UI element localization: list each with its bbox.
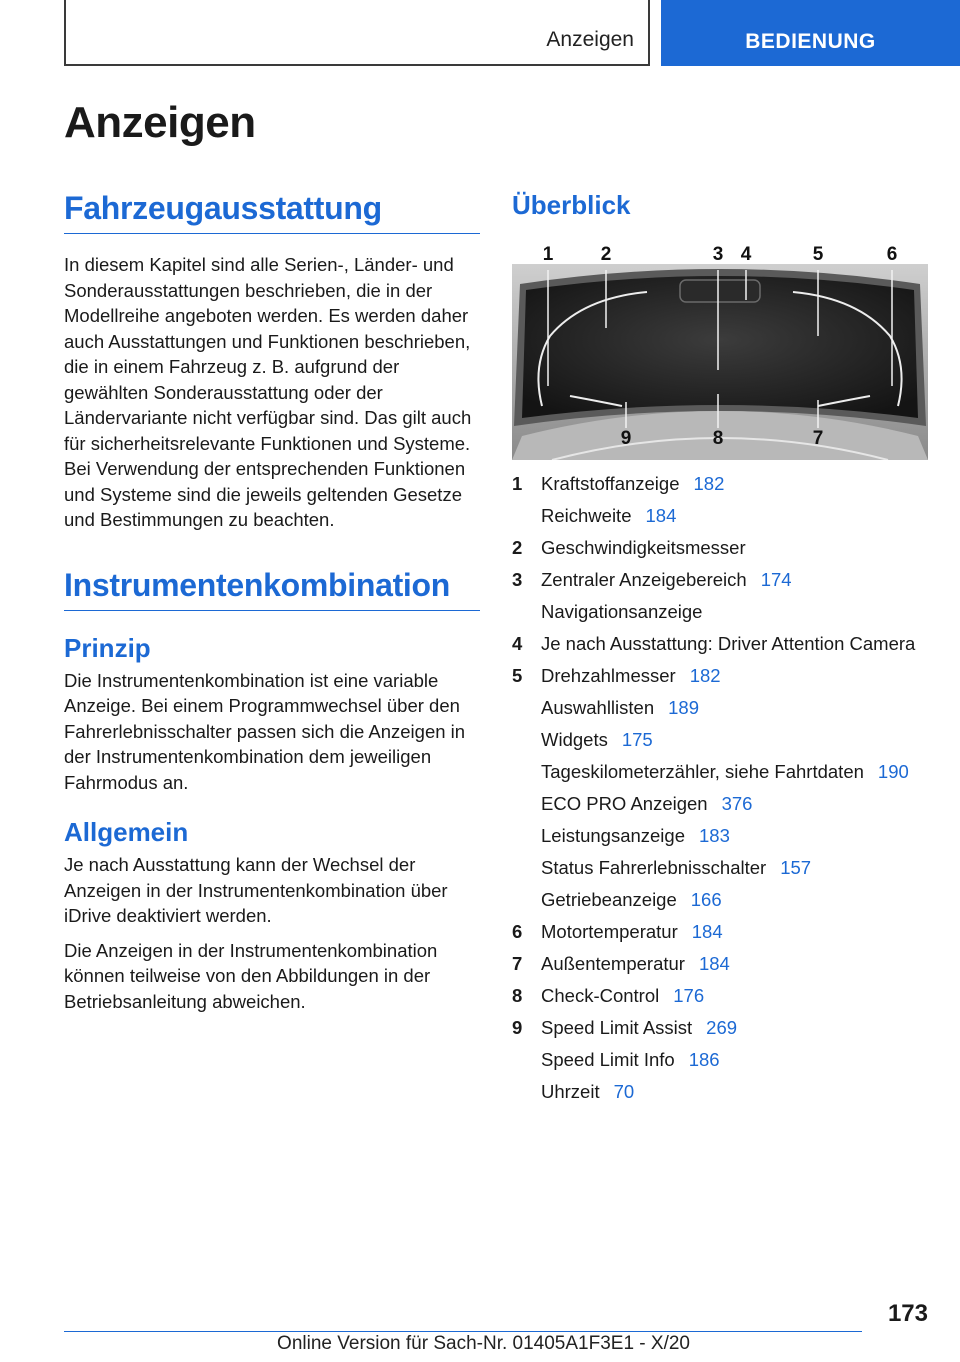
heading-ueberblick: Überblick [512,190,631,220]
page-reference-link[interactable]: 376 [721,793,753,814]
legend-item [512,664,928,688]
legend-item [512,632,928,656]
legend-item-text: Speed Limit Assist [541,1017,693,1038]
figure-label-3: 3 [712,244,724,265]
legend-item [512,792,928,816]
figure-label-7: 7 [812,428,824,449]
legend-item-text: Getriebeanzeige [541,889,677,910]
legend-item-text: Geschwindigkeitsmesser [541,537,746,558]
page-reference-link[interactable]: 175 [621,729,653,750]
legend-item-number: 6 [512,921,523,942]
page-reference-link[interactable]: 269 [706,1017,738,1038]
right-column [512,190,928,221]
legend-item-number [512,824,541,848]
legend-item [512,888,928,912]
page-reference-link[interactable]: 176 [673,985,705,1006]
instrument-cluster-figure [512,246,928,460]
legend-item-number: 3 [512,569,523,590]
legend-item [512,952,928,976]
legend-item-number [512,504,541,528]
legend-item [512,536,928,560]
legend-item [512,728,928,752]
figure-label-9: 9 [620,428,632,449]
legend-item-number [512,760,541,784]
legend-item-text: Status Fahrerlebnisschalter [541,857,767,878]
page-reference-link[interactable]: 184 [698,953,730,974]
page-reference-link[interactable]: 184 [691,921,723,942]
paragraph-fahrzeugausstattung: In diesem Kapitel sind alle Serien-, Länder- und Sonderausstattungen beschrieben, die in der Modellreihe angeboten werden. Es werden daher auch Ausstattungen und Funktionen beschrieben, die in einem Fahrzeug z. B. aufgrund der gewählten Sonderausstattung oder der Ländervariante nicht verfügbar sind. Das gilt auch für sicherheitsrelevante Funktionen und Systeme. Bei Verwendung der entsprechenden Funktionen und Systeme sind die jeweils geltenden Gesetze und Bestimmungen zu beachten. [64,254,472,530]
legend-item-number [512,696,541,720]
figure-label-5: 5 [812,244,824,265]
legend-item [512,856,928,880]
figure-legend-list [512,472,928,1112]
legend-item [512,504,928,528]
legend-item-text: Je nach Ausstattung: Driver Attention Camera [541,633,916,654]
heading-instrumentenkombination: Instrumentenkombination [64,567,480,611]
legend-item-number [512,888,541,912]
legend-item [512,568,928,592]
paragraph-allgemein-2: Die Anzeigen in der Instrumentenkombination können teilweise von den Abbildungen in der Betriebsanleitung abweichen. [64,939,438,1012]
footer-divider [64,1331,862,1332]
legend-item-number: 2 [512,537,523,558]
header-section-box [64,0,650,66]
legend-item-text: Motortemperatur [541,921,678,942]
page-reference-link[interactable]: 70 [613,1081,635,1102]
legend-item-text: Check-Control [541,985,660,1006]
legend-item-number: 1 [512,473,523,494]
legend-item-text: Uhrzeit [541,1081,600,1102]
page-reference-link[interactable]: 183 [699,825,730,846]
page-number: 173 [887,1300,928,1327]
legend-item-number: 9 [512,1017,523,1038]
legend-item-text: Widgets [541,729,608,750]
legend-item-text: Außentemperatur [541,953,685,974]
heading-allgemein: Allgemein [64,817,189,847]
legend-item [512,600,928,624]
legend-item-text: Navigationsanzeige [541,601,703,622]
figure-label-1: 1 [542,244,554,265]
page-reference-link[interactable]: 174 [760,569,792,590]
footer-online-version: Online Version für Sach-Nr. 01405A1F3E1 - X/20 [277,1333,690,1354]
legend-item-number [512,1048,541,1072]
heading-fahrzeugausstattung: Fahrzeugausstattung [64,190,480,234]
legend-item-number [512,792,541,816]
legend-item [512,760,928,784]
legend-item [512,1016,928,1040]
legend-item-text: Leistungsanzeige [541,825,685,846]
legend-item-number [512,728,541,752]
heading-prinzip: Prinzip [64,632,151,663]
legend-item-text: Auswahllisten [541,697,655,718]
page-reference-link[interactable]: 184 [645,505,677,526]
paragraph-prinzip: Die Instrumentenkombination ist eine variable Anzeige. Bei einem Programmwechsel über den Fahrerlebnisschalter passen sich die Anzeigen in der Instrumentenkombination dem jeweiligen Fahrmodus an. [64,669,466,793]
legend-item-text: Reichweite [541,505,632,526]
left-column [64,190,480,1014]
page-reference-link[interactable]: 157 [780,857,812,878]
legend-item-text: Speed Limit Info [541,1049,675,1070]
legend-item-text: Tageskilometerzähler, siehe Fahrtdaten [541,761,864,782]
legend-item-number: 8 [512,985,523,1006]
legend-item-number [512,600,541,624]
legend-item-number: 5 [512,665,523,686]
legend-item-number: 7 [512,953,523,974]
legend-item-text: Kraftstoffanzeige [541,473,680,494]
legend-item-number [512,1080,541,1104]
figure-label-6: 6 [886,244,898,265]
page-reference-link[interactable]: 182 [693,473,725,494]
page-title: Anzeigen [64,98,256,147]
legend-item [512,824,928,848]
paragraph-allgemein-1: Je nach Ausstattung kann der Wechsel der Anzeigen in der Instrumentenkombination über iDrive deaktiviert werden. [64,854,448,926]
legend-item-text: ECO PRO Anzeigen [541,793,708,814]
legend-item-text: Drehzahlmesser [541,665,676,686]
legend-item-text: Zentraler Anzeigebereich [541,569,747,590]
page-reference-link[interactable]: 190 [877,761,909,782]
legend-item [512,1048,928,1072]
legend-item [512,1080,928,1104]
legend-item-number: 4 [512,633,523,654]
header-section-title: Anzeigen [546,28,634,51]
page-reference-link[interactable]: 186 [688,1049,720,1070]
figure-label-4: 4 [740,244,752,265]
legend-item-number [512,856,541,880]
page-reference-link[interactable]: 189 [668,697,699,718]
page-reference-link[interactable]: 182 [689,665,721,686]
legend-item [512,920,928,944]
legend-item [512,984,928,1008]
header-chapter-label: BEDIENUNG [745,30,876,53]
header-chapter-tab [661,0,960,66]
page-reference-link[interactable]: 166 [690,889,722,910]
figure-label-8: 8 [712,428,724,449]
legend-item [512,472,928,496]
legend-item [512,696,928,720]
figure-label-2: 2 [600,244,612,265]
